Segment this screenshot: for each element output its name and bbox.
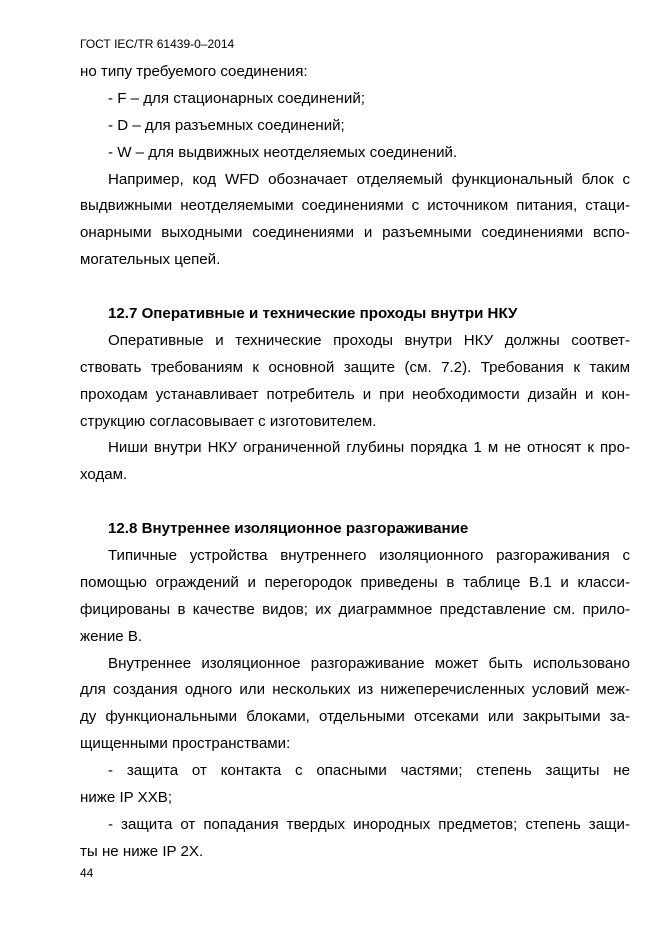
paragraph-line: Оперативные и технические проходы внутри НКУ должны соответ- [108, 331, 630, 349]
paragraph-line: но типу требуемого соединения: [80, 63, 308, 80]
paragraph-line: ду функциональными блоками, отдельными отсеками или закрытыми за- [80, 708, 630, 726]
paragraph-line: струкцию согласовывает с изготовителем. [80, 412, 377, 430]
list-item: - F – для стационарных соединений; [108, 89, 365, 107]
paragraph-line: Ниши внутри НКУ ограниченной глубины порядка 1 м не относят к про- [108, 439, 630, 457]
section-gap [80, 489, 630, 516]
paragraph-line: онарными выходными соединениями и разъемными соединениями вспо- [80, 224, 630, 242]
paragraph-line: фицированы в качестве видов; их диаграммное представление см. прило- [80, 600, 630, 618]
list-item: - защита от попадания твердых инородных предметов; степень защи- [108, 815, 630, 833]
paragraph-line: щищенными пространствами: [80, 735, 291, 753]
paragraph-line: Например, код WFD обозначает отделяемый функциональный блок с [108, 170, 630, 188]
paragraph-line: могательных цепей. [80, 251, 221, 269]
paragraph-line: жение В. [80, 627, 143, 645]
paragraph-line: помощью ограждений и перегородок приведены в таблице В.1 и класси- [80, 573, 630, 591]
list-item-continuation: ниже IP XXB; [80, 789, 173, 807]
paragraph-line: для создания одного или нескольких из нижеперечисленных условий меж- [80, 681, 630, 699]
list-item: - W – для выдвижных неотделяемых соединений. [108, 143, 458, 161]
paragraph-line: ствовать требованиям к основной защите (см. 7.2). Требования к таким [80, 358, 630, 376]
paragraph-line: ходам. [80, 466, 128, 484]
section-heading-12-8: 12.8 Внутреннее изоляционное разгораживание [108, 520, 469, 538]
standard-header: ГОСТ IEC/TR 61439-0–2014 [80, 37, 235, 51]
paragraph-line: Внутреннее изоляционное разгораживание может быть использовано [108, 654, 630, 672]
paragraph-line: проходам устанавливает потребитель и при необходимости дизайн и кон- [80, 385, 630, 403]
list-item-continuation: ты не ниже IP 2X. [80, 842, 204, 860]
list-item: - D – для разъемных соединений; [108, 116, 345, 134]
paragraph-line: выдвижными неотделяемыми соединениями с источником питания, стаци- [80, 197, 630, 215]
body-text [80, 59, 630, 866]
page-number: 44 [80, 866, 94, 880]
list-item: - защита от контакта с опасными частями; степень защиты не [108, 762, 630, 780]
section-gap [80, 274, 630, 301]
section-heading-12-7: 12.7 Оперативные и технические проходы внутри НКУ [108, 305, 518, 323]
paragraph-line: Типичные устройства внутреннего изоляционного разгораживания с [108, 547, 630, 565]
